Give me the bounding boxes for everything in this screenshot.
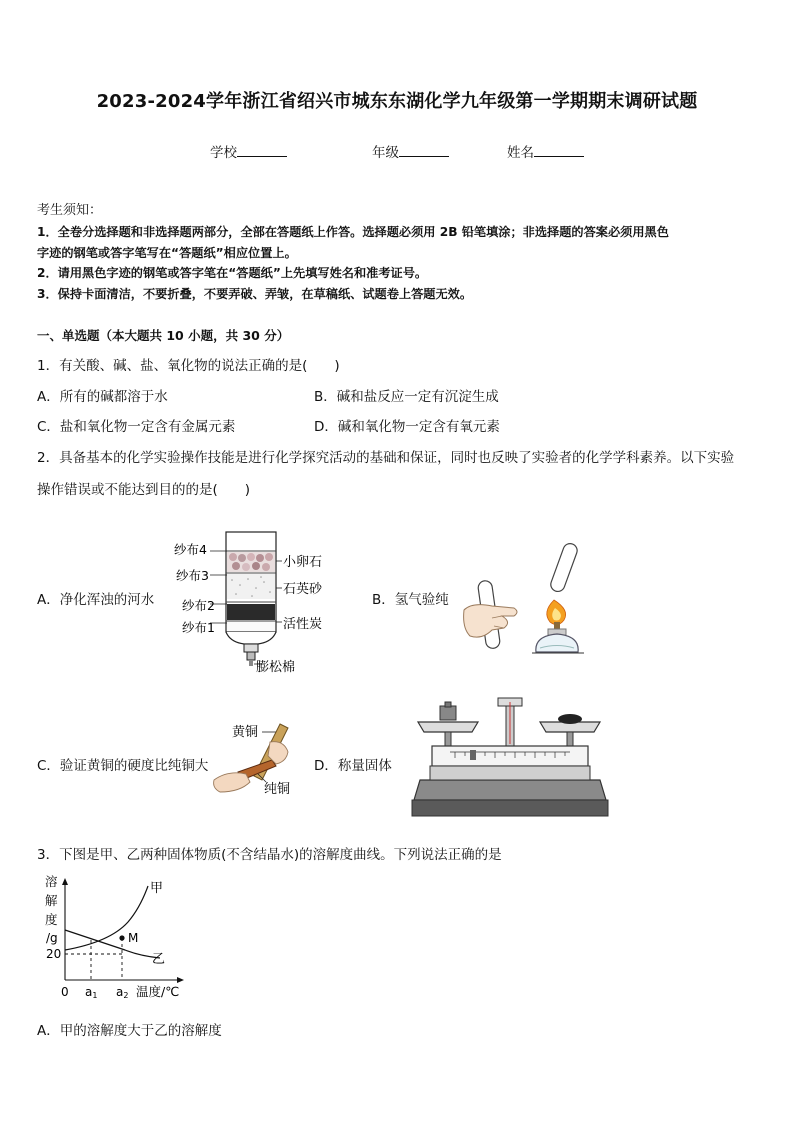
water-filter-figure — [170, 530, 340, 680]
y-label-2: 解 — [45, 893, 58, 908]
notice-line-1b: 字迹的钢笔或答字笔写在“答题纸”相应位置上。 — [37, 246, 297, 260]
q1-option-c[interactable]: C．盐和氧化物一定含有金属元素 — [37, 419, 236, 435]
label-gauze-3: 纱布3 — [176, 568, 209, 583]
x-axis-label: 温度/℃ — [136, 984, 180, 999]
q1-option-b[interactable]: B．碱和盐反应一定有沉淀生成 — [314, 389, 499, 405]
label-m: M — [128, 931, 139, 945]
label-gauze-1: 纱布1 — [182, 620, 215, 635]
q3-stem: 3．下图是甲、乙两种固体物质(不含结晶水)的溶解度曲线。下列说法正确的是 — [37, 847, 502, 863]
balance-beam — [432, 746, 588, 766]
hydrogen-test-figure — [462, 540, 592, 658]
school-field[interactable]: 学校 — [210, 141, 287, 161]
y-tick-20: 20 — [46, 947, 62, 961]
q1-stem: 1．有关酸、碱、盐、氧化物的说法正确的是( ) — [37, 358, 340, 374]
brass-scratch-figure — [210, 720, 300, 800]
q2-option-a[interactable]: A．净化浑浊的河水 — [37, 592, 155, 608]
label-brass: 黄铜 — [232, 725, 259, 740]
page-title: 2023-2024学年浙江省绍兴市城东东湖化学九年级第一学期期末调研试题 — [96, 91, 698, 112]
grade-field[interactable]: 年级 — [372, 141, 449, 161]
name-field[interactable]: 姓名 — [507, 141, 584, 161]
tick-a2: a2 — [116, 985, 129, 1000]
notice-line-3: 3．保持卡面清洁，不要折叠，不要弄破、弄皱，在草稿纸、试题卷上答题无效。 — [37, 287, 473, 301]
test-tube-upper — [549, 542, 579, 594]
label-cotton: 膨松棉 — [256, 660, 296, 675]
left-pan — [418, 722, 478, 732]
sand-layer — [227, 574, 275, 599]
label-jia: 甲 — [150, 881, 164, 896]
label-gauze-4: 纱布4 — [174, 542, 207, 557]
notice-heading: 考生须知： — [37, 203, 103, 218]
q2-option-d[interactable]: D．称量固体 — [314, 758, 392, 774]
balance-base — [414, 780, 606, 800]
q3-option-a[interactable]: A．甲的溶解度大于乙的溶解度 — [37, 1023, 222, 1039]
solid-sample-icon — [558, 714, 582, 724]
left-hand-icon — [214, 773, 250, 792]
pebble-layer — [227, 552, 275, 572]
label-copper: 纯铜 — [264, 782, 291, 797]
q1-option-a[interactable]: A．所有的碱都溶于水 — [37, 389, 168, 405]
weight-icon — [440, 706, 456, 720]
q2-option-b[interactable]: B．氢气验纯 — [372, 592, 449, 608]
label-pebble: 小卵石 — [283, 555, 323, 570]
alcohol-lamp-icon — [536, 634, 578, 652]
notice-line-2: 2．请用黑色字迹的钢笔或答字笔在“答题纸”上先填写姓名和准考证号。 — [37, 266, 428, 280]
q2-stem-line-2: 操作错误或不能达到目的的是( ) — [37, 482, 251, 498]
origin-label: 0 — [61, 985, 69, 999]
solubility-curve-figure — [40, 872, 200, 1002]
tick-a1: a1 — [85, 985, 98, 1000]
y-unit: /g — [46, 931, 58, 945]
y-label-3: 度 — [45, 912, 58, 927]
y-label-1: 溶 — [45, 874, 58, 889]
cotton-layer — [227, 621, 275, 631]
carbon-layer — [227, 604, 275, 620]
q2-stem-line-1: 2．具备基本的化学实验操作技能是进行化学探究活动的基础和保证，同时也反映了实验者的化学学科素养。以下实验 — [37, 450, 735, 466]
section-heading: 一、单选题（本大题共 10 小题，共 30 分） — [37, 328, 290, 343]
q1-option-d[interactable]: D．碱和氧化物一定含有氧元素 — [314, 419, 500, 435]
label-gauze-2: 纱布2 — [182, 598, 215, 613]
label-sand: 石英砂 — [283, 582, 323, 597]
label-yi: 乙 — [152, 952, 166, 967]
q2-option-c[interactable]: C．验证黄铜的硬度比纯铜大 — [37, 758, 209, 774]
point-m — [119, 935, 124, 940]
balance-figure — [410, 694, 610, 820]
notice-line-1: 1．全卷分选择题和非选择题两部分，全部在答题纸上作答。选择题必须用 2B 铅笔填涂；非选择题的答案必须用黑色 — [37, 225, 669, 239]
label-carbon: 活性炭 — [283, 617, 323, 632]
